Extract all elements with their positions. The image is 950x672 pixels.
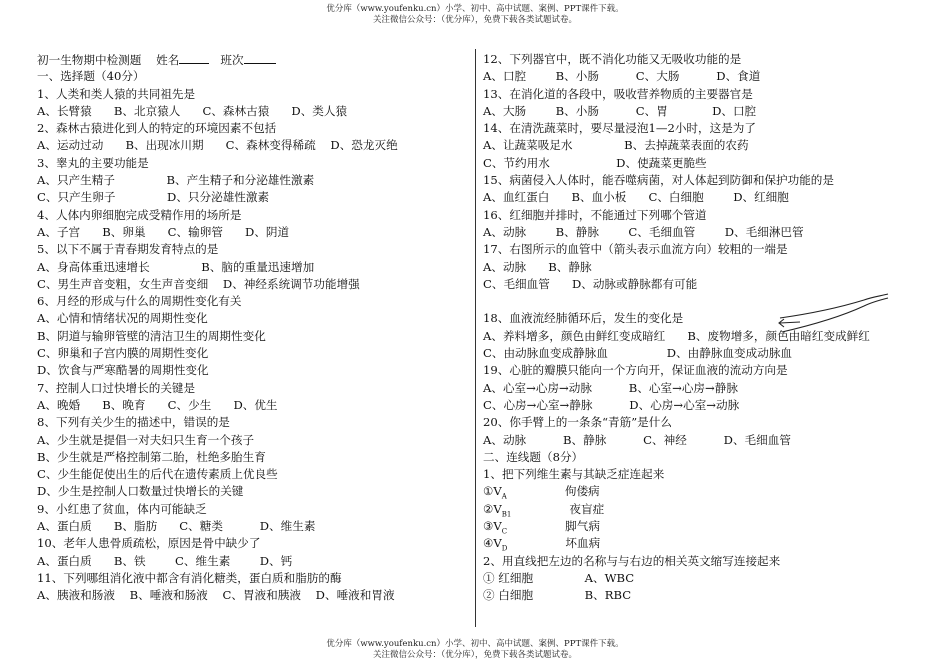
question-line: 16、红细胞并排时，不能通过下列哪个管道 bbox=[483, 207, 707, 222]
vitamin-match-row bbox=[483, 518, 943, 535]
question-line: 1、把下列维生素与其缺乏症连起来 bbox=[483, 467, 665, 482]
deficiency-disease: 佝偻病 bbox=[564, 484, 600, 499]
vitamin-subscript: C bbox=[501, 527, 508, 536]
question-line: 一、选择题（40分） bbox=[37, 69, 145, 84]
left-column bbox=[37, 51, 467, 605]
question-line: 12、下列器官中，既不消化功能又无吸收功能的是 bbox=[483, 52, 742, 66]
question-line: A、胰液和肠液 B、唾液和肠液 C、胃液和胰液 D、唾液和胃液 bbox=[37, 588, 395, 603]
question-line: A、只产生精子 B、产生精子和分泌雄性激素 bbox=[37, 173, 315, 188]
title-text: 初一生物期中检测题 bbox=[37, 53, 142, 67]
question-line: 二、连线题（8分） bbox=[483, 449, 584, 464]
name-blank[interactable] bbox=[179, 51, 209, 64]
question-line: D、少生是控制人口数量过快增长的关键 bbox=[37, 484, 244, 499]
question-line: C、毛细血管 D、动脉或静脉都有可能 bbox=[483, 276, 698, 291]
deficiency-disease: 脚气病 bbox=[565, 519, 600, 534]
question-line: 3、睾丸的主要功能是 bbox=[37, 155, 149, 170]
question-line: A、心情和情绪状况的周期性变化 bbox=[37, 311, 208, 326]
question-line: A、大肠 B、小肠 C、胃 D、口腔 bbox=[483, 103, 757, 118]
question-line: 15、病菌侵入人体时，能吞噬病菌，对人体起到防御和保护功能的是 bbox=[483, 173, 834, 188]
question-line: 11、下列哪组消化液中都含有消化糖类，蛋白质和脂肪的酶 bbox=[37, 570, 342, 585]
vitamin-subscript: A bbox=[501, 492, 507, 501]
exam-title bbox=[37, 51, 467, 68]
question-line: 8、下列有关少生的描述中，错误的是 bbox=[37, 415, 230, 430]
deficiency-disease: 坏血病 bbox=[565, 536, 601, 551]
question-line: A、长臂猿 B、北京猿人 C、森林古猿 D、类人猿 bbox=[37, 103, 348, 118]
question-line: 4、人体内卵细胞完成受精作用的场所是 bbox=[37, 207, 242, 222]
question-line: A、口腔 B、小肠 C、大肠 D、食道 bbox=[483, 69, 761, 84]
question-line: 18、血液流经肺循环后，发生的变化是 bbox=[483, 311, 684, 326]
question-line: 6、月经的形成与什么的周期性变化有关 bbox=[37, 294, 242, 309]
question-line: 7、控制人口过快增长的关键是 bbox=[37, 380, 196, 395]
question-line: A、晚婚 B、晚育 C、少生 D、优生 bbox=[37, 397, 278, 412]
question-line: A、血红蛋白 B、血小板 C、白细胞 D、红细胞 bbox=[483, 190, 789, 205]
footer-line-2: 关注微信公众号：（优分库），免费下载各类试题试卷。 bbox=[372, 650, 577, 660]
vitamin-label: ④V bbox=[483, 536, 502, 551]
vitamin-match-row bbox=[483, 535, 943, 552]
question-line: A、动脉 B、静脉 bbox=[483, 259, 592, 274]
question-line: A、心室→心房→动脉 B、心室→心房→静脉 bbox=[483, 380, 738, 395]
question-line: 9、小红患了贫血，体内可能缺乏 bbox=[37, 501, 207, 516]
question-line: A、运动过动 B、出现冰川期 C、森林变得稀疏 D、恐龙灭绝 bbox=[37, 138, 398, 153]
question-line: 14、在清洗蔬菜时，要尽量浸泡1—2小时，这是为了 bbox=[483, 121, 756, 136]
question-line: 2、森林古猿进化到人的特定的环境因素不包括 bbox=[37, 121, 277, 136]
question-line: A、蛋白质 B、铁 C、维生素 D、钙 bbox=[37, 553, 293, 568]
question-line: C、由动脉血变成静脉血 D、由静脉血变成动脉血 bbox=[483, 346, 793, 361]
question-line: 1、人类和类人猿的共同祖先是 bbox=[37, 86, 196, 101]
vitamin-match-row bbox=[483, 501, 943, 518]
page-footer bbox=[0, 639, 950, 661]
question-line: C、少生能促使出生的后代在遗传素质上优良些 bbox=[37, 467, 278, 482]
question-line: A、身高体重迅速增长 B、脑的重量迅速增加 bbox=[37, 259, 315, 274]
question-line: 17、右图所示的血管中（箭头表示血流方向）较粗的一端是 bbox=[483, 242, 788, 257]
question-line: 20、你手臂上的一条条“青筋”是什么 bbox=[483, 415, 672, 430]
question-line: A、蛋白质 B、脂肪 C、糖类 D、维生素 bbox=[37, 519, 316, 534]
question-line: C、只产生卵子 D、只分泌雄性激素 bbox=[37, 190, 270, 205]
question-line: 2、用直线把左边的名称与与右边的相关英文缩写连接起来 bbox=[483, 553, 781, 568]
question-line: B、阴道与输卵管壁的清洁卫生的周期性变化 bbox=[37, 328, 266, 343]
header-line-2: 关注微信公众号：（优分库），免费下载各类试题试卷。 bbox=[372, 15, 577, 25]
footer-line-1: 优分库（www.youfenku.cn）小学、初中、高中试题、案例、PPT课件下载。 bbox=[326, 639, 624, 649]
header-line-1: 优分库（www.youfenku.cn）小学、初中、高中试题、案例、PPT课件下载。 bbox=[326, 4, 624, 14]
question-line: 10、老年人患骨质疏松，原因是骨中缺少了 bbox=[37, 536, 261, 551]
question-line: B、少生就是严格控制第二胎，杜绝多胎生育 bbox=[37, 449, 266, 464]
column-divider bbox=[475, 49, 476, 627]
vitamin-subscript: B1 bbox=[501, 510, 512, 519]
deficiency-disease: 夜盲症 bbox=[569, 501, 605, 516]
question-line: A、让蔬菜吸足水 B、去掉蔬菜表面的农药 bbox=[483, 138, 749, 153]
question-line: C、心房→心室→静脉 D、心房→心室→动脉 bbox=[483, 397, 740, 412]
question-line: A、少生就是提倡一对夫妇只生育一个孩子 bbox=[37, 432, 255, 447]
vitamin-label: ③V bbox=[483, 519, 502, 534]
name-label: 姓名 bbox=[156, 53, 180, 67]
question-line: C、卵巢和子宫内膜的周期性变化 bbox=[37, 346, 209, 361]
question-line: A、养料增多，颜色由鲜红变成暗红 B、废物增多，颜色由暗红变成鲜红 bbox=[483, 328, 870, 343]
question-line: A、动脉 B、静脉 C、神经 D、毛细血管 bbox=[483, 432, 791, 447]
question-line: A、动脉 B、静脉 C、毛细血管 D、毛细淋巴管 bbox=[483, 224, 804, 239]
question-line: 19、心脏的瓣膜只能向一个方向开，保证血液的流动方向是 bbox=[483, 363, 788, 378]
class-label: 班次 bbox=[220, 53, 244, 67]
question-line: ① 红细胞 A、WBC bbox=[483, 570, 635, 585]
question-line: A、子宫 B、卵巢 C、输卵管 D、阴道 bbox=[37, 224, 290, 239]
vitamin-subscript: D bbox=[501, 544, 508, 553]
vitamin-label: ②V bbox=[483, 501, 502, 516]
vitamin-match-row bbox=[483, 483, 943, 500]
question-line: 13、在消化道的各段中，吸收营养物质的主要器官是 bbox=[483, 86, 753, 101]
question-line: C、男生声音变粗，女生声音变细 D、神经系统调节功能增强 bbox=[37, 276, 360, 291]
question-line: 5、以下不属于青春期发育特点的是 bbox=[37, 242, 219, 257]
question-line: C、节约用水 D、使蔬菜更脆些 bbox=[483, 155, 707, 170]
question-line: D、饮食与严寒酷暑的周期性变化 bbox=[37, 363, 209, 378]
class-blank[interactable] bbox=[244, 51, 276, 64]
vitamin-label: ①V bbox=[483, 484, 502, 499]
page-header bbox=[0, 4, 950, 26]
question-line: ② 白细胞 B、RBC bbox=[483, 588, 632, 603]
blood-vessel-diagram bbox=[778, 292, 890, 336]
